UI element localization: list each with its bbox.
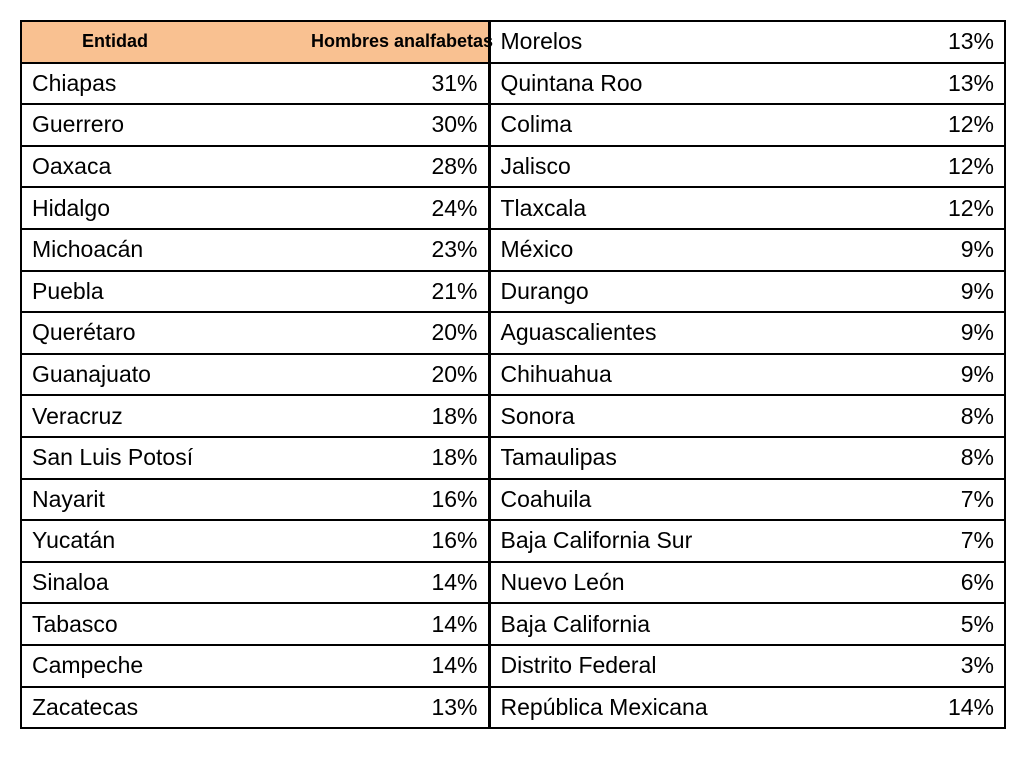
state-name-left: Guanajuato bbox=[21, 354, 301, 396]
table-row bbox=[21, 146, 1005, 188]
state-name-right: Quintana Roo bbox=[489, 63, 779, 105]
state-value-right: 5% bbox=[779, 603, 1005, 645]
illiteracy-table bbox=[20, 20, 1006, 729]
table-row bbox=[21, 479, 1005, 521]
state-name-right: Jalisco bbox=[489, 146, 779, 188]
state-value-left: 20% bbox=[301, 354, 489, 396]
table-row bbox=[21, 312, 1005, 354]
table-body bbox=[21, 21, 1005, 728]
state-value-left: 16% bbox=[301, 520, 489, 562]
state-name-right: México bbox=[489, 229, 779, 271]
state-name-left: Querétaro bbox=[21, 312, 301, 354]
state-name-right: Tamaulipas bbox=[489, 437, 779, 479]
state-name-left: Guerrero bbox=[21, 104, 301, 146]
table-row bbox=[21, 229, 1005, 271]
state-value-right: 13% bbox=[779, 21, 1005, 63]
state-name-right: Coahuila bbox=[489, 479, 779, 521]
state-name-left: Oaxaca bbox=[21, 146, 301, 188]
state-value-right: 7% bbox=[779, 520, 1005, 562]
state-name-right: Baja California bbox=[489, 603, 779, 645]
state-name-right: Tlaxcala bbox=[489, 187, 779, 229]
table-row bbox=[21, 395, 1005, 437]
state-name-left: Nayarit bbox=[21, 479, 301, 521]
state-name-left: Zacatecas bbox=[21, 687, 301, 729]
state-value-right: 12% bbox=[779, 146, 1005, 188]
state-name-right: Sonora bbox=[489, 395, 779, 437]
table-row bbox=[21, 520, 1005, 562]
state-name-right: República Mexicana bbox=[489, 687, 779, 729]
table-row bbox=[21, 104, 1005, 146]
state-name-left: Campeche bbox=[21, 645, 301, 687]
state-value-right: 12% bbox=[779, 104, 1005, 146]
state-name-right: Chihuahua bbox=[489, 354, 779, 396]
state-value-left: 20% bbox=[301, 312, 489, 354]
state-value-right: 6% bbox=[779, 562, 1005, 604]
state-value-left: 14% bbox=[301, 645, 489, 687]
state-value-left: 16% bbox=[301, 479, 489, 521]
table-row bbox=[21, 687, 1005, 729]
table-row bbox=[21, 645, 1005, 687]
state-name-left: Michoacán bbox=[21, 229, 301, 271]
state-value-right: 8% bbox=[779, 395, 1005, 437]
state-value-right: 12% bbox=[779, 187, 1005, 229]
state-name-left: Sinaloa bbox=[21, 562, 301, 604]
table-row bbox=[21, 21, 1005, 63]
state-value-left: 21% bbox=[301, 271, 489, 313]
state-name-left: Yucatán bbox=[21, 520, 301, 562]
state-value-left: 30% bbox=[301, 104, 489, 146]
state-name-left: Puebla bbox=[21, 271, 301, 313]
state-value-left: 18% bbox=[301, 395, 489, 437]
state-name-left: Chiapas bbox=[21, 63, 301, 105]
table-row bbox=[21, 63, 1005, 105]
state-value-left: 18% bbox=[301, 437, 489, 479]
state-name-left: Veracruz bbox=[21, 395, 301, 437]
table-row bbox=[21, 187, 1005, 229]
state-value-left: 14% bbox=[301, 562, 489, 604]
state-value-right: 9% bbox=[779, 271, 1005, 313]
illiteracy-table-container bbox=[20, 20, 1006, 729]
state-value-left: 31% bbox=[301, 63, 489, 105]
state-name-right: Aguascalientes bbox=[489, 312, 779, 354]
state-value-right: 13% bbox=[779, 63, 1005, 105]
state-name-right: Morelos bbox=[489, 21, 779, 63]
state-value-left: 14% bbox=[301, 603, 489, 645]
state-value-left: 24% bbox=[301, 187, 489, 229]
state-name-right: Nuevo León bbox=[489, 562, 779, 604]
state-value-right: 3% bbox=[779, 645, 1005, 687]
state-name-left: San Luis Potosí bbox=[21, 437, 301, 479]
header-illiterate-men: Hombres analfabetas bbox=[301, 21, 489, 63]
table-row bbox=[21, 562, 1005, 604]
state-value-left: 13% bbox=[301, 687, 489, 729]
state-name-right: Distrito Federal bbox=[489, 645, 779, 687]
state-value-right: 9% bbox=[779, 312, 1005, 354]
state-value-right: 9% bbox=[779, 354, 1005, 396]
table-row bbox=[21, 603, 1005, 645]
table-row bbox=[21, 271, 1005, 313]
header-entity: Entidad bbox=[21, 21, 301, 63]
table-row bbox=[21, 354, 1005, 396]
state-name-left: Hidalgo bbox=[21, 187, 301, 229]
table-row bbox=[21, 437, 1005, 479]
state-value-left: 23% bbox=[301, 229, 489, 271]
state-value-right: 7% bbox=[779, 479, 1005, 521]
state-value-right: 14% bbox=[779, 687, 1005, 729]
state-name-right: Colima bbox=[489, 104, 779, 146]
state-name-right: Durango bbox=[489, 271, 779, 313]
state-name-left: Tabasco bbox=[21, 603, 301, 645]
state-value-right: 9% bbox=[779, 229, 1005, 271]
state-name-right: Baja California Sur bbox=[489, 520, 779, 562]
state-value-left: 28% bbox=[301, 146, 489, 188]
state-value-right: 8% bbox=[779, 437, 1005, 479]
